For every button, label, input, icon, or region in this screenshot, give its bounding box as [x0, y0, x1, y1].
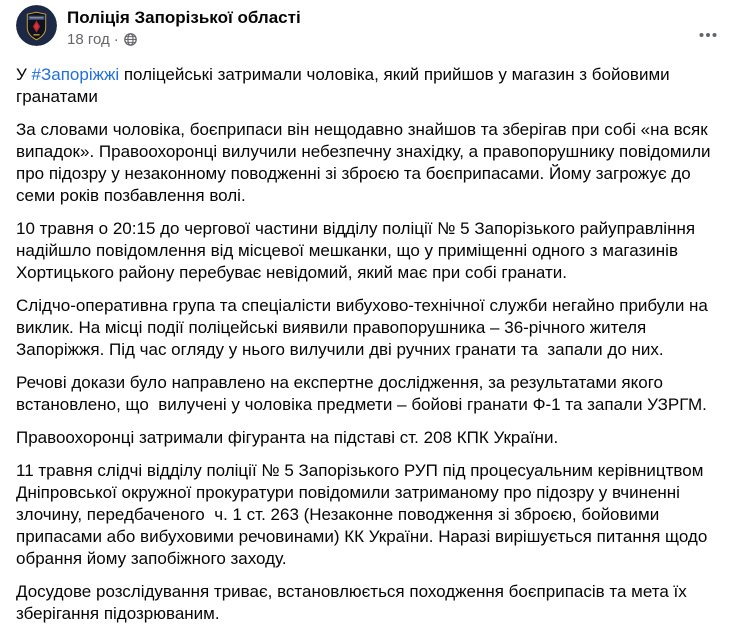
post-header: [16, 5, 728, 49]
post-paragraph-lead: [16, 64, 728, 108]
header-text: [67, 5, 301, 49]
lead-suffix: поліцейські затримали чоловіка, який прийшов у магазин з бойовими гранатами: [16, 65, 675, 106]
three-dots-icon: [698, 25, 718, 45]
more-options-button[interactable]: [692, 19, 724, 51]
shield-band-text: [30, 17, 43, 18]
post-paragraph: Речові докази було направлено на експертне дослідження, за результатами якого встановлено, що вилучені у чоловіка предмети – бойові гранати Ф-1 та запали УЗРГМ.: [16, 373, 707, 414]
globe-privacy-icon: [124, 33, 137, 46]
post-paragraph: 11 травня слідчі відділу поліції № 5 Запорізького РУП під процесуальним керівництвом Дніпровської окружної прокуратури повідомили затриманому про підозру у вчиненні злочину, передбаченого ч. 1 ст. 263 (Незаконне поводження зі зброєю, бойовими припасами або вибуховими речовинами) КК України. Наразі вирішується питання щодо обрання йому запобіжного заходу.: [16, 461, 713, 568]
hashtag-link[interactable]: #Запоріжжі: [31, 65, 120, 84]
post-paragraph: Досудове розслідування триває, встановлюється походження боєприпасів та мета їх зберігання підозрюваним.: [16, 582, 692, 623]
post-paragraph: Слідчо-оперативна група та спеціалісти вибухово-технічної служби негайно прибули на виклик. На місці події поліцейські виявили правопорушника – 36-річного жителя Запоріжжя. Під час огляду у нього вилучили дві ручних гранати та запали до них.: [16, 296, 713, 359]
timestamp-link[interactable]: 18 год: [67, 31, 110, 48]
post-meta: [67, 30, 301, 49]
post-paragraph: 10 травня о 20:15 до чергової частини відділу поліції № 5 Запорізького райуправління надійшло повідомлення від місцевої мешканки, що у приміщенні одного з магазинів Хортицького району перебуває невідомий, який має при собі гранати.: [16, 219, 700, 282]
page-name-link[interactable]: Поліція Запорізької області: [67, 8, 301, 27]
meta-separator: ·: [113, 31, 119, 48]
shield-footer-detail: [33, 34, 39, 35]
post-paragraph: За словами чоловіка, боєприпаси він нещодавно знайшов та зберігав при собі «на всяк випадок». Правоохоронці вилучили небезпечну знахідку, а правопорушнику повідомили про підозру у незаконному поводженні зі зброєю та боєприпасами. Йому загрожує до семи років позбавлення волі.: [16, 120, 716, 205]
post-body: [16, 64, 728, 625]
page-avatar[interactable]: [16, 5, 57, 46]
post-paragraph: Правоохоронці затримали фігуранта на підставі ст. 208 КПК України.: [16, 428, 559, 447]
lead-prefix: У: [16, 65, 32, 84]
